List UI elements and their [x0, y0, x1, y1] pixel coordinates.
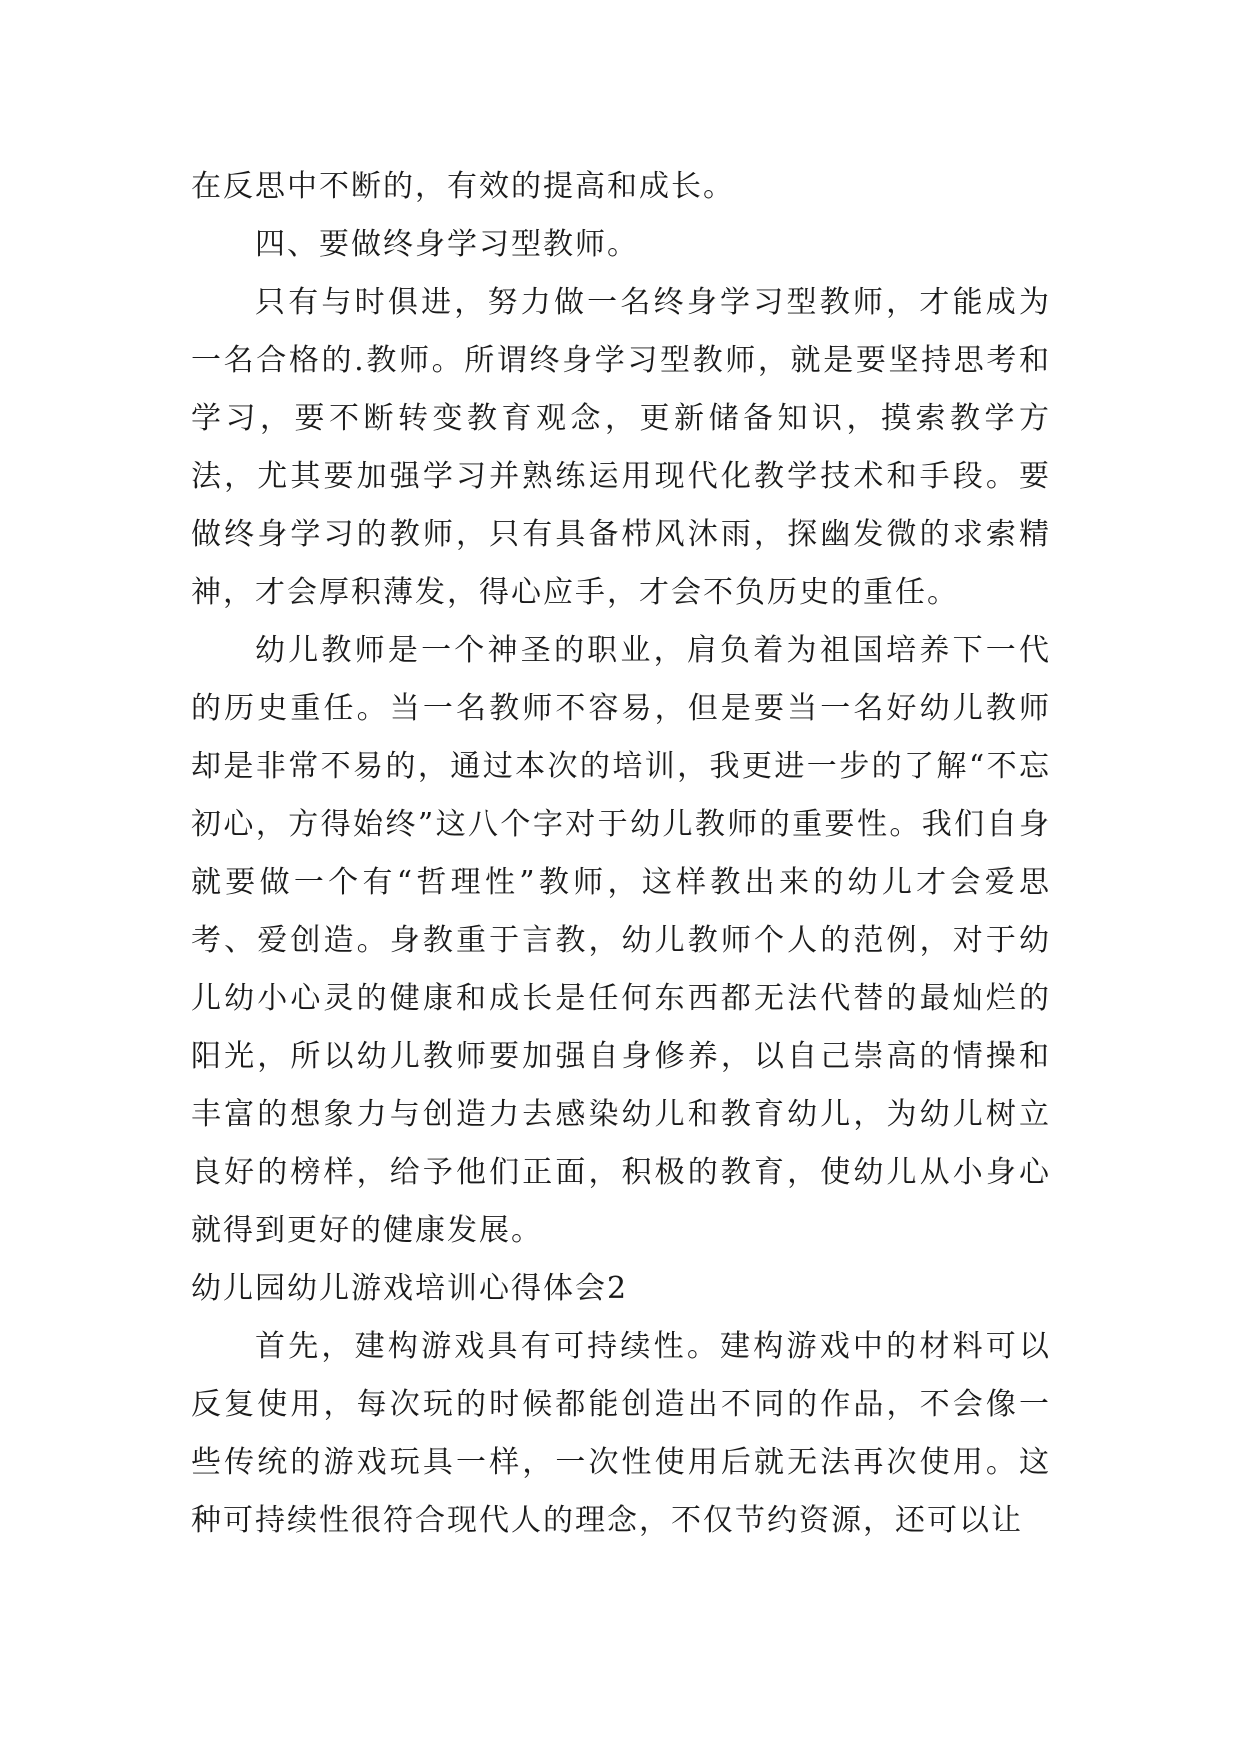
paragraph-continuation: 在反思中不断的，有效的提高和成长。: [191, 169, 735, 204]
document-body: [191, 158, 1051, 1550]
paragraph-lifelong-learning: 只有与时俱进，努力做一名终身学习型教师，才能成为一名合格的.教师。所谓终身学习型教师，就是要坚持思考和学习，要不断转变教育观念，更新储备知识，摸索教学方法，尤其要加强学习并熟练运用现代化教学技术和手段。要做终身学习的教师，只有具备栉风沐雨，探幽发微的求索精神，才会厚积薄发，得心应手，才会不负历史的重任。: [191, 285, 1051, 610]
paragraph-construction-games: 首先，建构游戏具有可持续性。建构游戏中的材料可以反复使用，每次玩的时候都能创造出不同的作品，不会像一些传统的游戏玩具一样，一次性使用后就无法再次使用。这种可持续性很符合现代人的理念，不仅节约资源，还可以让: [191, 1329, 1051, 1538]
section-heading-lifelong-learning: 四、要做终身学习型教师。: [255, 227, 639, 262]
article-title-2: 幼儿园幼儿游戏培训心得体会2: [191, 1271, 629, 1306]
paragraph-kindergarten-teacher: 幼儿教师是一个神圣的职业，肩负着为祖国培养下一代的历史重任。当一名教师不容易，但是要当一名好幼儿教师却是非常不易的，通过本次的培训，我更进一步的了解“不忘初心，方得始终”这八个字对于幼儿教师的重要性。我们自身就要做一个有“哲理性”教师，这样教出来的幼儿才会爱思考、爱创造。身教重于言教，幼儿教师个人的范例，对于幼儿幼小心灵的健康和成长是任何东西都无法代替的最灿烂的阳光，所以幼儿教师要加强自身修养，以自己崇高的情操和丰富的想象力与创造力去感染幼儿和教育幼儿，为幼儿树立良好的榜样，给予他们正面，积极的教育，使幼儿从小身心就得到更好的健康发展。: [191, 633, 1051, 1248]
